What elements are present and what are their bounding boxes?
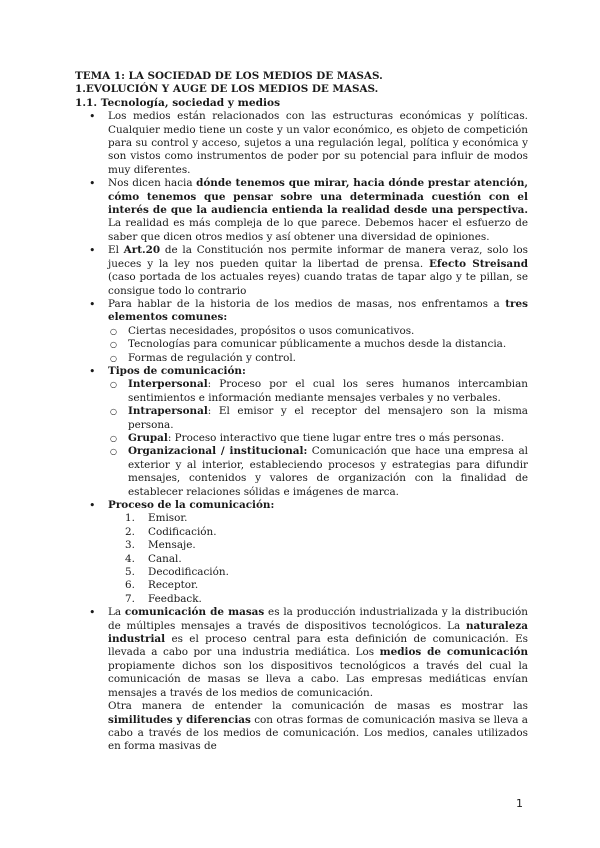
list-item: ○ Tecnologías para comunicar públicamente a muchos desde la distancia. bbox=[108, 338, 528, 351]
document-page bbox=[75, 70, 528, 754]
list-item: ○ Grupal: Proceso interactivo que tiene lugar entre tres o más personas. bbox=[108, 432, 528, 445]
list-item: ○ Ciertas necesidades, propósitos o usos comunicativos. bbox=[108, 325, 528, 338]
bullet-media-structures: • Los medios están relacionados con las estructuras económicas y políticas. Cualquier medio tiene un coste y un valor económico, es objeto de competición para su control y acceso, sujetos a una regulación legal, política y económica y son vistos como instrumentos de poder por su potencial para influir de modos muy diferentes. bbox=[75, 110, 528, 177]
process-steps-list bbox=[75, 512, 528, 606]
bullet-communication-process: • Proceso de la comunicación: bbox=[75, 499, 528, 512]
communication-types-list bbox=[108, 378, 528, 499]
page-number: 1 bbox=[516, 797, 523, 810]
bullet-article-20: • El Art.20 de la Constitución nos permite informar de manera veraz, solo los jueces y la ley nos pueden quitar la libertad de prensa. Efecto Streisand (caso portada de los actuales reyes) cuando tratas de tapar algo y te pillan, se consigue todo lo contrario bbox=[75, 244, 528, 298]
section-heading: 1.EVOLUCIÓN Y AUGE DE LOS MEDIOS DE MASAS. bbox=[75, 83, 379, 96]
list-item: 3. Mensaje. bbox=[125, 539, 196, 552]
bullet-attention: • Nos dicen hacia dónde tenemos que mirar, hacia dónde prestar atención, cómo tenemos que pensar sobre una determinada cuestión con el interés de que la audiencia entienda la realidad desde una perspectiva. La realidad es más compleja de lo que parece. Debemos hacer el esfuerzo de saber que dicen otros medios y así obtener una diversidad de opiniones. bbox=[75, 177, 528, 244]
list-item: ○ Intrapersonal: El emisor y el receptor del mensajero son la misma persona. bbox=[108, 405, 528, 432]
list-item: 2. Codificación. bbox=[125, 525, 217, 538]
paragraph: Otra manera de entender la comunicación de masas es mostrar las similitudes y diferencias con otras formas de comunicación masiva se lleva a cabo a través de los medios de comunicación. Los medios, canales utilizados en forma masivas de bbox=[108, 700, 528, 753]
list-item: ○ Formas de regulación y control. bbox=[108, 352, 528, 365]
common-elements-list bbox=[108, 325, 528, 365]
bullet-mass-communication bbox=[75, 606, 528, 753]
mass-communication-list bbox=[75, 606, 528, 753]
document-title: TEMA 1: LA SOCIEDAD DE LOS MEDIOS DE MASAS. bbox=[75, 70, 383, 82]
main-bullet-list bbox=[75, 110, 528, 512]
list-item: 4. Canal. bbox=[125, 552, 182, 565]
list-item: 1. Emisor. bbox=[125, 512, 188, 525]
list-item: 5. Decodificación. bbox=[125, 566, 229, 579]
list-item: ○ Interpersonal: Proceso por el cual los seres humanos intercambian sentimientos e información mediante mensajes verbales y no verbales. bbox=[108, 378, 528, 405]
subsection-heading: 1.1. Tecnología, sociedad y medios bbox=[75, 96, 281, 109]
paragraph: • La comunicación de masas es la producción industrializada y la distribución de múltiples mensajes a través de dispositivos tecnológicos. La naturaleza industrial es el proceso central para esta definición de comunicación. Es llevada a cabo por una industria mediática. Los medios de comunicación propiamente dichos son los dispositivos tecnológicos a través del cual la comunicación de masas se lleva a cabo. Las empresas mediáticas envían mensajes a través de los medios de comunicación. bbox=[108, 606, 529, 699]
list-item: 6. Receptor. bbox=[125, 579, 199, 592]
list-item: ○ Organizacional / institucional: Comunicación que hace una empresa al exterior y al interior, estableciendo procesos y estrategias para difundir mensajes, contenidos y valores de organización con la finalidad de establecer relaciones sólidas e imágenes de marca. bbox=[108, 445, 528, 499]
bullet-common-elements: • Para hablar de la historia de los medios de masas, nos enfrentamos a tres elementos comunes: ○ Ciertas necesidades, propósitos o usos comunicativos. ○ Tecnologías para comunicar públicamente a muchos desde la distancia. ○ Formas de regulación y control. bbox=[75, 298, 528, 365]
list-item: 7. Feedback. bbox=[125, 592, 202, 605]
bullet-communication-types: • Tipos de comunicación: ○ Interpersonal: Proceso por el cual los seres humanos intercambian sentimientos e información mediante mensajes verbales y no verbales. ○ Intrapersonal: El emisor y el receptor del mensajero son la misma persona. ○ Grupal: Proceso interactivo que tiene lugar entre tres o más personas. ○ Organizacional / institucional: Comunicación que hace una empresa al exterior y al interior, estableciendo procesos y estrategias para difundir mensajes, contenidos y valores de organización con la finalidad de establecer relaciones sólidas e imágenes de marca. bbox=[75, 365, 528, 499]
